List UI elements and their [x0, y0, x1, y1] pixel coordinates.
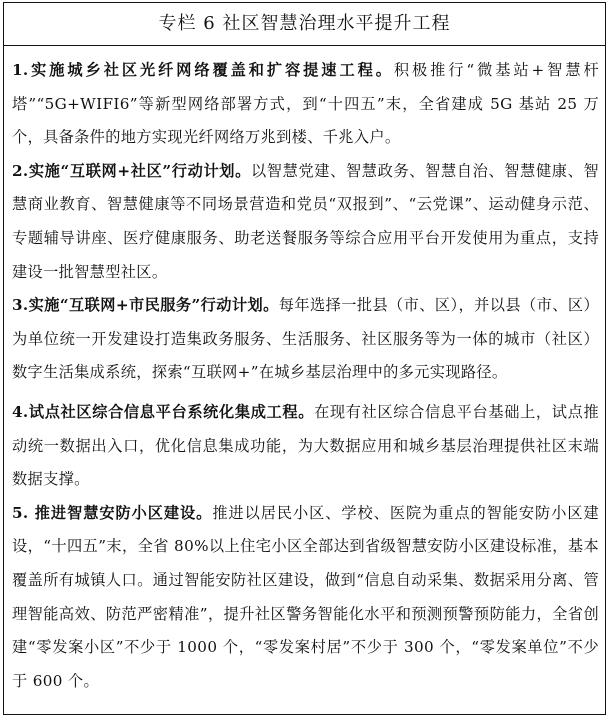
- item-4: [12, 396, 599, 497]
- item-2-heading: 2.实施“互联网+社区”行动计划。: [12, 161, 251, 180]
- item-5-heading: 5. 推进智慧安防小区建设。: [12, 503, 213, 522]
- item-4-text: 在现有社区综合信息平台基础上，试点推动统一数据出入口，优化信息集成功能，为大数据应用和城乡基层治理提供社区末端数据支撑。: [12, 402, 599, 489]
- item-3-text: 每年选择一批县（市、区），并以县（市、区）为单位统一开发建设打造集政务服务、生活服务、社区服务等为一体的城市（社区）数字生活集成系统，探索“互联网+”在城乡基层治理中的多元实现路径。: [12, 296, 600, 382]
- item-2-text: 以智慧党建、智慧政务、智慧自治、智慧健康、智慧商业教育、智慧健康等不同场景营造和党员“双报到”、“云党课”、运动健身示范、专题辅导讲座、医疗健康服务、助老送餐服务等综合应用平台开发使用为重点，支持建设一批智慧型社区。: [12, 161, 599, 281]
- item-3-heading: 3.实施“互联网+市民服务”行动计划。: [12, 296, 279, 315]
- item-1-heading: 1.实施城乡社区光纤网络覆盖和扩容提速工程。: [12, 61, 394, 79]
- item-3: [12, 289, 599, 390]
- box-content: [4, 46, 605, 698]
- item-5: [12, 497, 599, 699]
- item-1: [12, 54, 599, 155]
- item-5-text: 推进以居民小区、学校、医院为重点的智能安防小区建设，“十四五”末，全省 80%以上住宅小区全部达到省级智慧安防小区建设标准，基本覆盖所有城镇人口。通过智能安防社区建设，做到“信息自动采集、数据采用分离、管理智能高效、防范严密精准”，提升社区警务智能化水平和预测预警预防能力，全省创建“零发案小区”不少于 1000 个，“零发案村居”不少于 300 个，“零发案单位”不少于 600 个。: [12, 503, 600, 690]
- item-4-heading: 4.试点社区综合信息平台系统化集成工程。: [12, 402, 315, 421]
- item-2: [12, 155, 599, 289]
- item-1-text: 积极推行“微基站+智慧杆塔”“5G+WIFI6”等新型网络部署方式，到“十四五”末，全省建成 5G 基站 25 万个，具备条件的地方实现光纤网络万兆到楼、千兆入户。: [12, 61, 599, 147]
- box-title: 专栏 6 社区智慧治理水平提升工程: [4, 3, 605, 46]
- column-box: [3, 2, 606, 715]
